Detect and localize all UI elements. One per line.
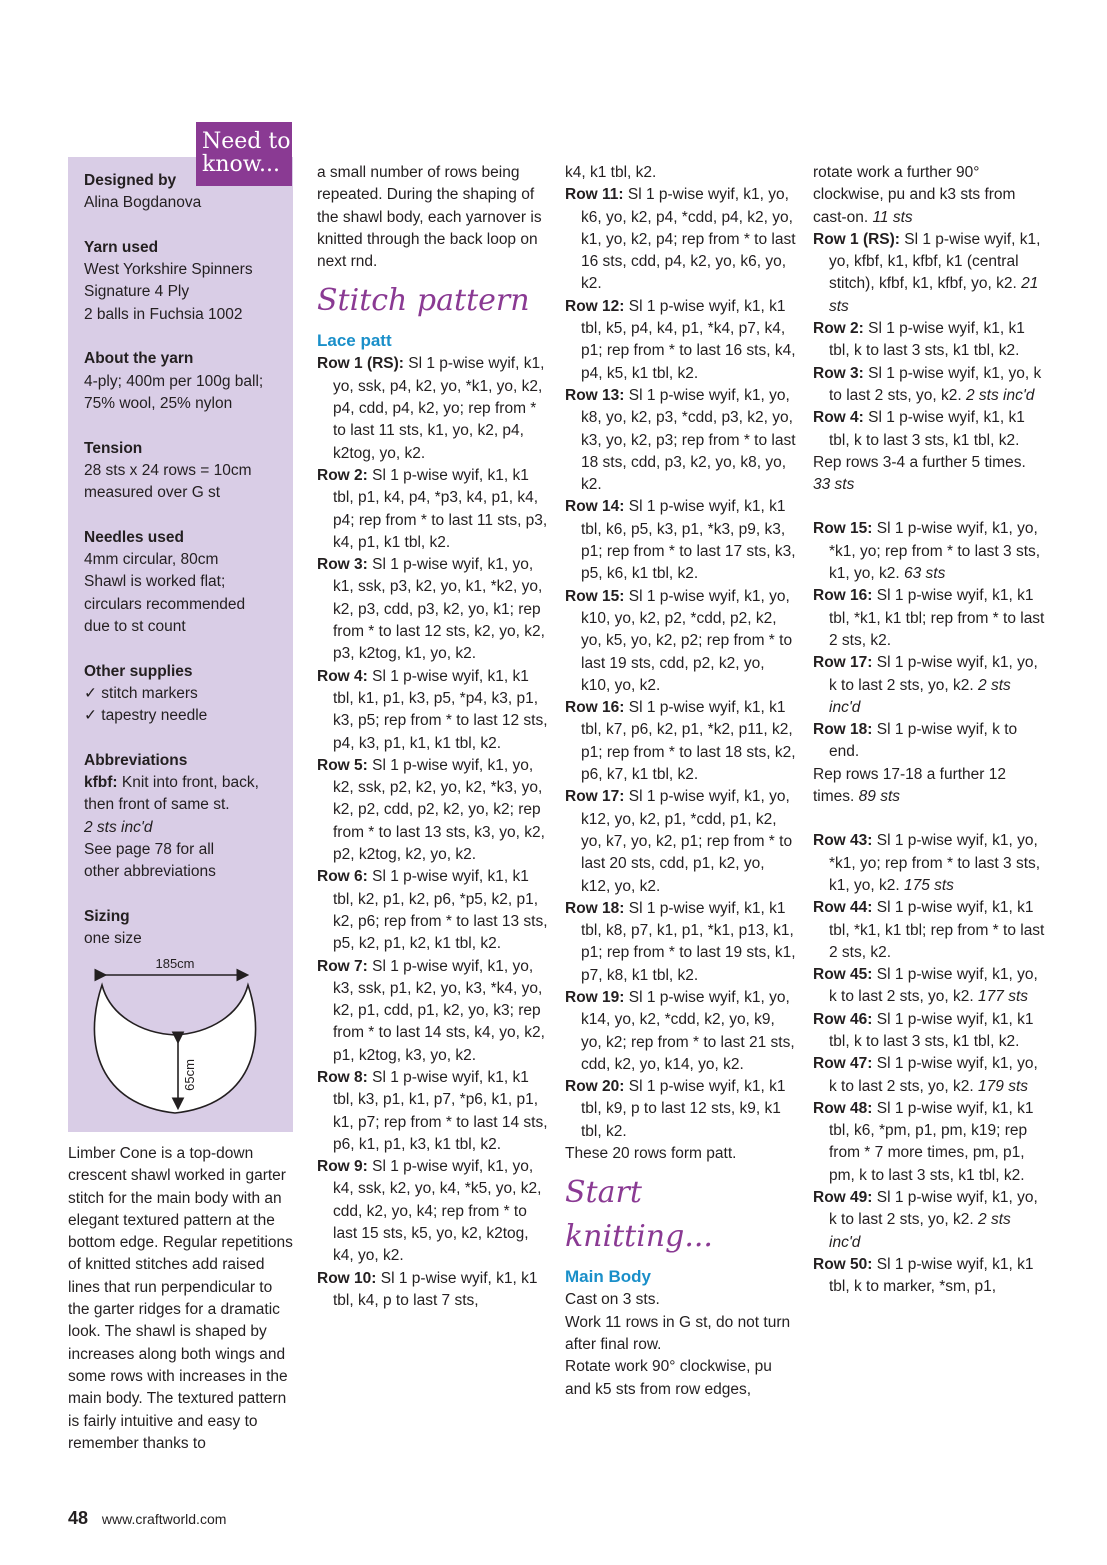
row-label: Row 46: xyxy=(813,1010,873,1028)
row-label: Row 45: xyxy=(813,966,873,984)
main-body-continuation xyxy=(813,162,1045,229)
page-footer xyxy=(68,1508,226,1529)
row-instruction: Sl 1 p-wise wyif, k1, yo, k10, yo, k2, p2, *cdd, p2, k2, yo, k5, yo, k2, p2; rep from * to last 19 sts, cdd, p2, k2, yo, k10, yo, k2. xyxy=(581,587,793,694)
row-instruction: Sl 1 p-wise wyif, k1, k1 tbl, k to marker, *sm, p1, xyxy=(829,1255,1034,1296)
pattern-row xyxy=(813,1009,1045,1054)
row-label: Row 16: xyxy=(813,587,873,605)
pattern-row xyxy=(813,318,1045,363)
row-label: Row 4: xyxy=(317,667,368,685)
row-label: Row 1 (RS): xyxy=(813,230,900,248)
body-rows-list xyxy=(813,830,1045,1298)
row-instruction: Sl 1 p-wise wyif, k1, yo, k to last 2 sts, yo, k2. xyxy=(829,364,1042,404)
badge-line-2: know... xyxy=(202,152,280,177)
row-instruction: Sl 1 p-wise wyif, k1, k1 tbl, k2, p1, k2, p6, *p5, k2, p1, k2, p6; rep from * to last 13 sts, p5, k2, p1, k2, k1 tbl, k2. xyxy=(333,868,548,953)
row-label: Row 50: xyxy=(813,1255,873,1273)
repeat-instruction xyxy=(813,764,1045,809)
row-instruction: Sl 1 p-wise wyif, k1, k1 tbl, k1, p1, k3, p5, *p4, k3, p1, k3, p5; rep from * to last 12 sts, p4, k3, p1, k1, k1 tbl, k2. xyxy=(333,667,548,752)
row-instruction: Sl 1 p-wise wyif, k1, yo, *k1, yo; rep from * to last 3 sts, k1, yo, k2. xyxy=(829,832,1041,894)
other-supplies-heading: Other supplies xyxy=(84,662,193,680)
row-label: Row 12: xyxy=(565,297,625,315)
pattern-row xyxy=(813,964,1045,1009)
stitch-count-note: 2 sts inc'd xyxy=(829,676,1011,716)
sidebar-content xyxy=(84,170,289,950)
row-instruction: Sl 1 p-wise wyif, k1, yo, k2, ssk, p2, k2, yo, k2, *k3, yo, k2, p2, cdd, p2, k2, yo, k2; rep from * to last 13 sts, k3, yo, k2, p2, k2tog, k2, yo, k2. xyxy=(333,756,545,864)
stitch-count-note: 11 sts xyxy=(868,208,913,226)
about-yarn-heading: About the yarn xyxy=(84,350,194,368)
stitch-count-note: 89 sts xyxy=(854,788,901,806)
lace-rows-list xyxy=(565,162,797,1143)
pattern-row xyxy=(317,866,549,955)
row-instruction: Sl 1 p-wise wyif, k1, yo, k12, yo, k2, p1, *cdd, p1, k2, yo, k7, yo, k2, p1; rep from * to last 20 sts, cdd, p1, k2, yo, k12, yo, k2. xyxy=(581,788,793,895)
row-label: Row 3: xyxy=(813,364,864,382)
website-url: www.craftworld.com xyxy=(101,1511,227,1527)
row-instruction: Sl 1 p-wise wyif, k1, yo, kfbf, k1, kfbf, k1 (central stitch), kfbf, k1, kfbf, yo, k2. xyxy=(829,230,1041,293)
stitch-count-note: 21 sts xyxy=(829,275,1039,315)
row-label: Row 15: xyxy=(813,520,873,538)
yarn-line: West Yorkshire Spinners xyxy=(84,261,253,279)
pattern-row xyxy=(565,586,797,697)
yarn-used-heading: Yarn used xyxy=(84,238,159,256)
row-instruction: Sl 1 p-wise wyif, k1, k1 tbl, k3, p1, k1, p7, *p6, k1, p1, k1, p7; rep from * to last 14 sts, p6, k1, p1, k3, k1 tbl, k2. xyxy=(333,1068,548,1153)
pattern-row xyxy=(565,898,797,987)
pattern-row xyxy=(813,1254,1045,1299)
pattern-row xyxy=(813,363,1045,408)
row-instruction: Sl 1 p-wise wyif, k1, k1 tbl, k4, p to last 7 sts, xyxy=(333,1269,538,1309)
lace-rows-list xyxy=(317,353,549,1312)
needles-heading: Needles used xyxy=(84,528,184,546)
row-label: Row 17: xyxy=(565,788,625,806)
main-body-line: Rotate work 90° clockwise, pu and k5 sts from row edges, xyxy=(565,1358,772,1398)
row-label: Row 48: xyxy=(813,1099,873,1117)
supply-item: ✓ stitch markers xyxy=(84,684,198,702)
stitch-count-note: 177 sts xyxy=(973,988,1029,1006)
pattern-row xyxy=(317,1156,549,1267)
need-to-know-badge xyxy=(196,122,292,186)
pattern-row xyxy=(317,465,549,554)
row-label: Row 14: xyxy=(565,498,625,516)
row-label: Row 3: xyxy=(317,556,368,574)
needles-line: due to st count xyxy=(84,617,186,635)
pattern-column-2 xyxy=(317,162,549,1312)
row-instruction: Sl 1 p-wise wyif, k1, k1 tbl, k9, p to last 12 sts, k9, k1 tbl, k2. xyxy=(581,1078,786,1140)
row-label: Row 1 (RS): xyxy=(317,355,404,373)
pattern-row xyxy=(813,229,1045,318)
designer-name: Alina Bogdanova xyxy=(84,194,202,212)
row-instruction: Sl 1 p-wise wyif, k1, k1 tbl, p1, k4, p4, *p3, k4, p1, k4, p4; rep from * to last 11 sts, p3, k4, p1, k1 tbl, k2. xyxy=(333,466,548,551)
supply-item: ✓ tapestry needle xyxy=(84,707,208,725)
row-label: Row 43: xyxy=(813,832,873,850)
row-instruction: Sl 1 p-wise wyif, k1, k1 tbl, *k1, k1 tbl; rep from * to last 2 sts, k2. xyxy=(829,899,1045,961)
depth-label: 65cm xyxy=(182,1059,197,1091)
row-instruction: Sl 1 p-wise wyif, k1, k1 tbl, k7, p6, k2, p1, *k2, p11, k2, p1; rep from * to last 18 sts, k2, p6, k7, k1 tbl, k2. xyxy=(581,699,796,784)
row-label: Row 44: xyxy=(813,899,873,917)
main-body-line: Cast on 3 sts. xyxy=(565,1291,660,1309)
pattern-row xyxy=(317,1268,549,1313)
abbreviation-definition: then front of same st. xyxy=(84,796,230,814)
row-instruction: Sl 1 p-wise wyif, k1, k1 tbl, k to last 3 sts, k1 tbl, k2. xyxy=(829,1010,1034,1050)
pattern-row xyxy=(317,353,549,464)
pattern-row xyxy=(317,666,549,755)
pattern-row xyxy=(813,1098,1045,1187)
row-instruction: Sl 1 p-wise wyif, k1, yo, k to last 2 sts, yo, k2. xyxy=(829,966,1038,1006)
tension-line: 28 sts x 24 rows = 10cm xyxy=(84,461,252,479)
pattern-row xyxy=(565,184,797,295)
stitch-count-note: 2 sts inc'd xyxy=(829,1211,1011,1251)
row-label: Row 49: xyxy=(813,1189,873,1207)
row-instruction: Sl 1 p-wise wyif, k1, yo, k8, yo, k2, p3, *cdd, p3, k2, yo, k3, yo, k2, p3; rep from * to last 18 sts, cdd, p3, k2, yo, k8, yo, k2. xyxy=(581,386,796,494)
row-instruction: Sl 1 p-wise wyif, k1, yo, k to last 2 sts, yo, k2. xyxy=(829,1055,1038,1095)
pattern-row xyxy=(565,1076,797,1143)
pattern-row xyxy=(813,518,1045,585)
stitch-count-note: 63 sts xyxy=(899,565,946,583)
pattern-row xyxy=(317,1067,549,1156)
form-patt-note: These 20 rows form patt. xyxy=(565,1145,737,1163)
row-label: Row 20: xyxy=(565,1078,625,1096)
pattern-row xyxy=(317,554,549,665)
row-instruction: Sl 1 p-wise wyif, k1, yo, k to last 2 sts, yo, k2. xyxy=(829,654,1038,694)
pattern-row xyxy=(565,296,797,385)
row-label: Row 2: xyxy=(317,466,368,484)
repeat-text: Rep rows 17-18 a further 12 times. xyxy=(813,765,1006,806)
page-number: 48 xyxy=(68,1508,89,1528)
tension-line: measured over G st xyxy=(84,484,221,502)
stitch-pattern-heading: Stitch pattern xyxy=(317,283,530,319)
row-label: Row 8: xyxy=(317,1068,368,1086)
row-instruction: Sl 1 p-wise wyif, k1, yo, k3, ssk, p1, k2, yo, k3, *k4, yo, k2, p1, cdd, p1, k2, yo, k3; rep from * to last 14 sts, k4, yo, k2, p1, k2tog, k3, yo, k2. xyxy=(333,957,545,1064)
stitch-count-note: 2 sts inc'd xyxy=(961,386,1035,404)
row-label: Row 11: xyxy=(565,186,624,204)
row-label: Row 18: xyxy=(813,721,873,739)
row-label: Row 10: xyxy=(317,1269,377,1287)
pattern-row xyxy=(565,786,797,897)
row-label: Row 13: xyxy=(565,386,625,404)
abbreviation-see: See page 78 for all xyxy=(84,840,215,858)
main-body-heading: Main Body xyxy=(565,1267,651,1287)
badge-line-1: Need to xyxy=(202,129,291,154)
abbreviation-kfbf xyxy=(84,772,289,794)
sizing-value: one size xyxy=(84,930,142,948)
body-rows-list xyxy=(813,229,1045,452)
stitch-count-note: 33 sts xyxy=(813,476,855,494)
intro-continuation: a small number of rows being repeated. During the shaping of the shawl body, each yarnover is knitted through the back loop on next rnd. xyxy=(317,164,542,271)
pattern-row xyxy=(813,830,1045,897)
row-label: Row 17: xyxy=(813,654,873,672)
pattern-row xyxy=(813,1053,1045,1098)
about-line: 4-ply; 400m per 100g ball; xyxy=(84,372,264,390)
pattern-row xyxy=(317,755,549,866)
row-instruction: Sl 1 p-wise wyif, k1, k1 tbl, *k1, k1 tbl; rep from * to last 2 sts, k2. xyxy=(829,587,1045,649)
needles-line: circulars recommended xyxy=(84,595,246,613)
sizing-heading: Sizing xyxy=(84,907,130,925)
pattern-column-3 xyxy=(565,162,797,1401)
designed-by-heading: Designed by xyxy=(84,172,177,189)
pattern-row xyxy=(813,585,1045,652)
row-label: Row 2: xyxy=(813,320,864,338)
start-knitting-heading: Start knitting... xyxy=(565,1175,713,1255)
pattern-row xyxy=(813,1187,1045,1254)
pattern-column-4 xyxy=(813,162,1045,1299)
row-instruction: Sl 1 p-wise wyif, k1, yo, k4, ssk, k2, yo, k4, *k5, yo, k2, cdd, k2, yo, k4; rep from * to last 15 sts, k5, yo, k2, k2tog, k4, yo, k2. xyxy=(333,1158,542,1265)
pattern-row xyxy=(813,407,1045,452)
pattern-row xyxy=(565,496,797,585)
row-label: Row 4: xyxy=(813,409,864,427)
abbreviation-see: other abbreviations xyxy=(84,863,216,881)
shawl-schematic-diagram xyxy=(90,955,260,1125)
pattern-row xyxy=(565,162,797,184)
row-instruction: Sl 1 p-wise wyif, k1, k1 tbl, k6, p5, k3, p1, *k3, p9, k3, p1; rep from * to last 17 sts, k3, p5, k6, k1 tbl, k2. xyxy=(581,498,796,583)
row-instruction: Sl 1 p-wise wyif, k1, yo, k6, yo, k2, p4, *cdd, p4, k2, yo, k1, yo, k2, p4; rep from * to last 16 sts, cdd, p4, k2, yo, k6, yo, k2. xyxy=(581,186,796,293)
stitch-count-note: 175 sts xyxy=(899,876,954,894)
repeat-instruction xyxy=(813,452,1045,497)
row-instruction: Sl 1 p-wise wyif, k1, k1 tbl, k5, p4, k4, p1, *k4, p7, k4, p1; rep from * to last 16 sts, k4, p4, k5, k1 tbl, k2. xyxy=(581,297,796,382)
pattern-row xyxy=(565,697,797,786)
row-instruction: Sl 1 p-wise wyif, k1, k1 tbl, k to last 3 sts, k1 tbl, k2. xyxy=(829,320,1025,360)
needles-line: Shawl is worked flat; xyxy=(84,573,226,591)
stitch-count-note: 179 sts xyxy=(973,1077,1029,1095)
row-instruction: Sl 1 p-wise wyif, k1, yo, k1, ssk, p3, k2, yo, k1, *k2, yo, k2, p3, cdd, p3, k2, yo, k1; rep from * to last 12 sts, k2, yo, k2, p3, k2tog, k1, yo, k2. xyxy=(333,556,545,663)
row-label: Row 7: xyxy=(317,957,368,975)
row-label: Row 18: xyxy=(565,899,625,917)
row-label: Row 15: xyxy=(565,587,625,605)
row-label: Row 47: xyxy=(813,1055,873,1073)
continuation-text: rotate work a further 90° clockwise, pu and k3 sts from cast-on. xyxy=(813,164,1016,226)
about-line: 75% wool, 25% nylon xyxy=(84,394,233,412)
row-instruction: Sl 1 p-wise wyif, k1, yo, k14, yo, k2, *cdd, k2, yo, k9, yo, k2; rep from * to last 21 sts, cdd, k2, yo, k14, yo, k2. xyxy=(581,988,795,1073)
tension-heading: Tension xyxy=(84,439,143,457)
yarn-line: 2 balls in Fuchsia 1002 xyxy=(84,305,243,323)
abbreviation-definition: Knit into front, back, xyxy=(117,774,259,792)
row-instruction: Sl 1 p-wise wyif, k1, yo, ssk, p4, k2, yo, *k1, yo, k2, p4, cdd, p4, k2, yo; rep from * to last 11 sts, k1, yo, k2, p4, k2tog, yo, k2. xyxy=(333,355,545,462)
row-label: Row 16: xyxy=(565,699,625,717)
repeat-text: Rep rows 3-4 a further 5 times. xyxy=(813,453,1026,471)
abbreviation-note: 2 sts inc'd xyxy=(84,818,153,836)
yarn-line: Signature 4 Ply xyxy=(84,283,190,301)
row-instruction: Sl 1 p-wise wyif, k to end. xyxy=(829,721,1018,761)
needles-line: 4mm circular, 80cm xyxy=(84,551,219,569)
shawl-outline xyxy=(94,985,255,1113)
row-instruction: Sl 1 p-wise wyif, k1, k1 tbl, k8, p7, k1, p1, *k1, p13, k1, p1; rep from * to last 19 sts, k1, p7, k8, k1 tbl, k2. xyxy=(581,899,796,984)
row-label: Row 19: xyxy=(565,988,625,1006)
pattern-row xyxy=(813,897,1045,964)
main-body-line: Work 11 rows in G st, do not turn after final row. xyxy=(565,1313,791,1353)
pattern-row xyxy=(565,385,797,496)
row-label: Row 9: xyxy=(317,1158,368,1176)
pattern-row xyxy=(813,652,1045,719)
pattern-row xyxy=(317,956,549,1067)
row-instruction: Sl 1 p-wise wyif, k1, yo, k to last 2 sts, yo, k2. xyxy=(829,1189,1038,1229)
row-instruction: Sl 1 p-wise wyif, k1, k1 tbl, k to last 3 sts, k1 tbl, k2. xyxy=(829,409,1025,449)
body-rows-list xyxy=(813,518,1045,763)
lace-patt-heading: Lace patt xyxy=(317,331,392,351)
pattern-row xyxy=(813,719,1045,764)
row-instruction: Sl 1 p-wise wyif, k1, yo, *k1, yo; rep from * to last 3 sts, k1, yo, k2. xyxy=(829,520,1041,583)
row-label: Row 6: xyxy=(317,868,368,886)
abbreviations-heading: Abbreviations xyxy=(84,751,188,769)
pattern-row xyxy=(565,987,797,1076)
row-instruction: Sl 1 p-wise wyif, k1, k1 tbl, k6, *pm, p1, pm, k19; rep from * 7 more times, pm, p1, pm, k to last 3 sts, k1 tbl, k2. xyxy=(829,1099,1034,1184)
abbreviation-term: kfbf: xyxy=(84,774,118,792)
width-label: 185cm xyxy=(155,956,195,971)
row-label: Row 5: xyxy=(317,756,368,774)
intro-paragraph: Limber Cone is a top-down crescent shawl worked in garter stitch for the main body with an elegant textured pattern at the bottom edge. Regular repetitions of knitted stitches add raised lines that run perpendicular to the garter ridges for a dramatic look. The shawl is shaped by increases along both wings and some rows with increases in the main body. The textured pattern is fairly intuitive and easy to remember thanks to xyxy=(68,1145,293,1452)
row-instruction: k4, k1 tbl, k2. xyxy=(565,164,657,181)
